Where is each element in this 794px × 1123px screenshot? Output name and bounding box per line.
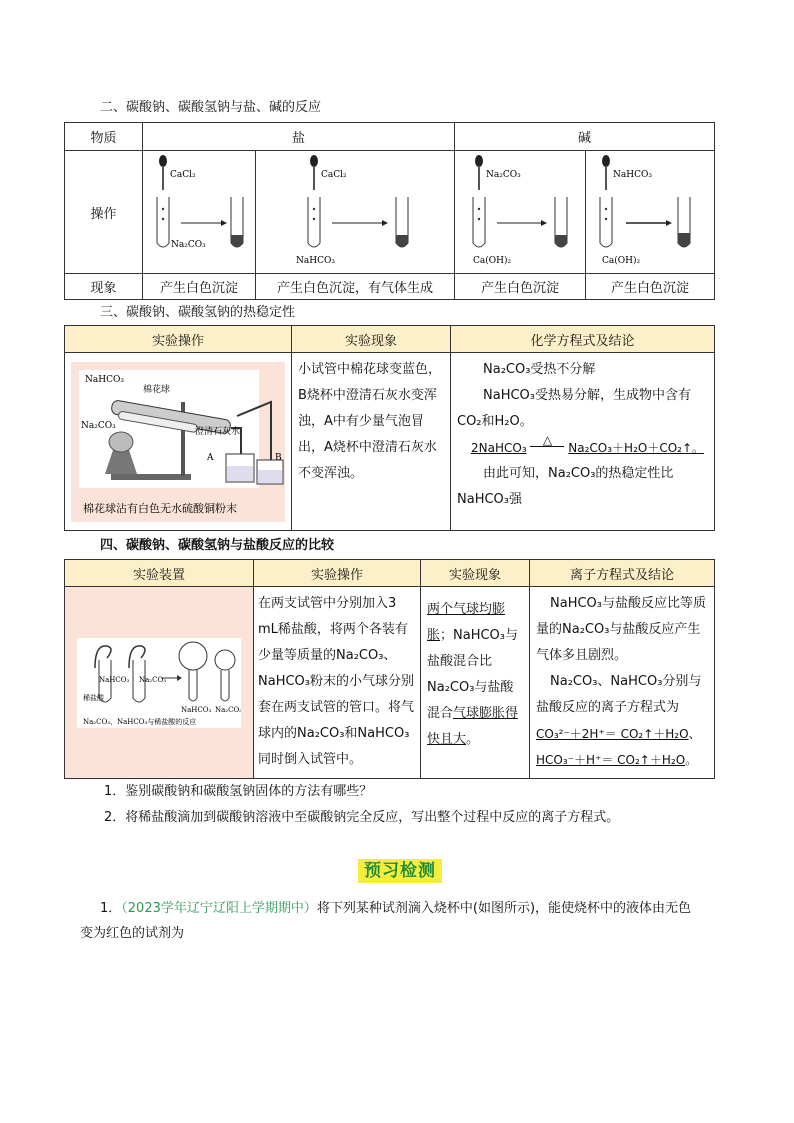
preview-badge [358,856,442,881]
dropper-icon [159,155,167,190]
header-phenomenon: 实验现象 [421,560,530,587]
dropper-label: NaHCO₃ [613,170,652,180]
hcl-conclusion-2: Na₂CO₃、NaHCO₃分别与盐酸反应的离子方程式为 [536,674,702,715]
ionic-equations-2 [536,747,708,773]
result-tube-icon [555,197,567,247]
dropper-tube-diagram [455,151,585,269]
dropper-tube-diagram [256,151,454,269]
label-a: A [207,452,214,463]
section3-heading: 三、碳酸钠、碳酸氢钠的热稳定性 [100,305,296,320]
ionic-equations [536,721,708,747]
equation [457,435,708,461]
header-phenomenon: 实验现象 [292,326,451,353]
header-apparatus: 实验装置 [65,560,254,587]
section2-heading: 二、碳酸钠、碳酸氢钠与盐、碱的反应 [100,100,322,115]
diagram-cell-3 [455,151,586,274]
diagram-cell-4 [586,151,715,274]
label-na2co3-2: Na₂CO₃ [215,705,241,714]
preview-q1-text-b: 变为红色的试剂为 [80,926,185,941]
question-1: 1．鉴别碳酸钠和碳酸氢钠固体的方法有哪些？ [104,784,373,799]
thermal-phenomenon: 小试管中棉花球变蓝色，B烧杯中澄清石灰水变浑浊，A中有少量气泡冒出，A烧杯中澄清石灰水不变浑浊。 [292,353,451,531]
phenomenon-underlined-1: 两个气球均膨胀 [427,602,506,643]
header-salt: 盐 [143,123,455,151]
hcl-conclusion [530,587,715,779]
preview-q1-source: （2023学年辽宁辽阳上学期期中） [121,901,317,916]
phenomenon-2: 产生白色沉淀，有气体生成 [256,274,455,300]
diagram-cell-1 [143,151,256,274]
ionic-equation-separator: 、 [688,727,701,741]
row-label-phenomenon: 现象 [65,274,143,300]
inflated-balloon-icon [179,642,235,701]
test-tube-icon [473,197,485,247]
tube-label: NaHCO₃ [296,256,335,266]
header-conclusion: 化学方程式及结论 [451,326,715,353]
apparatus-cell [65,353,292,531]
test-tube-icon [600,197,612,247]
label-b: B [275,452,282,463]
dropper-icon [475,155,483,190]
phenomenon-underlined-2: 气球膨胀得快且大 [427,706,519,747]
header-base: 碱 [455,123,715,151]
label-nahco3: NaHCO₃ [85,374,124,385]
phenomenon-middle: ；NaHCO₃与盐酸混合比Na₂CO₃与盐酸混合 [427,628,519,721]
label-na2co3: Na₂CO₃ [139,675,167,684]
heating-apparatus-diagram [71,362,285,522]
preview-q1-text-a: 将下列某种试剂滴入烧杯中(如图所示)，能使烧杯中的液体由无色 [316,901,692,916]
tube-label: Na₂CO₃ [171,240,206,250]
dropper-label: Na₂CO₃ [486,170,521,180]
figure-caption: Na₂CO₃、NaHCO₃与稀盐酸的反应 [83,717,197,726]
figure-caption: 棉花球沾有白色无水硫酸铜粉末 [83,501,237,515]
dropper-tube-diagram [586,151,714,269]
header-operation: 实验操作 [254,560,421,587]
label-hcl: 稀盐酸 [83,693,104,702]
dropper-icon [310,155,318,190]
phenomenon-1: 产生白色沉淀 [143,274,256,300]
dropper-label: CaCl₂ [170,170,196,180]
ionic-equation-2: HCO₃⁻＋H⁺＝ CO₂↑＋H₂O [536,753,686,767]
result-tube-icon [678,197,690,247]
test-tube-icon [308,197,320,247]
equation-left: 2NaHCO₃ [471,441,527,455]
question-2: 2．将稀盐酸滴加到碳酸钠溶液中至碳酸钠完全反应，写出整个过程中反应的离子方程式。 [104,810,620,825]
balloon-apparatus-diagram [77,638,241,728]
dropper-tube-diagram [143,151,255,269]
equation-right: Na₂CO₃＋H₂O＋CO₂↑。 [568,441,705,455]
preview-question-1 [100,896,720,922]
dropper-icon [602,155,610,190]
label-na2co3: Na₂CO₃ [81,420,116,431]
label-cotton: 棉花球 [143,384,171,395]
header-substance: 物质 [65,123,143,151]
test-tube-icon [157,197,169,247]
ionic-equation-end: 。 [685,753,698,767]
dropper-label: CaCl₂ [321,170,347,180]
salt-base-table [64,122,715,300]
ionic-equation-1: CO₃²⁻＋2H⁺＝ CO₂↑＋H₂O [536,727,689,741]
label-limewater: 澄清石灰水 [195,426,241,437]
label-nahco3: NaHCO₃ [99,675,130,684]
tube-label: Ca(OH)₂ [602,256,641,266]
hcl-phenomenon [421,587,530,779]
balloon-apparatus-cell [65,587,254,779]
conclusion-line-2: NaHCO₃受热易分解，生成物中含有CO₂和H₂O。 [457,388,691,429]
conclusion-line-1: Na₂CO₃受热不分解 [483,362,596,377]
conclusion-line-3: 由此可知，Na₂CO₃的热稳定性比NaHCO₃强 [457,466,674,507]
phenomenon-3: 产生白色沉淀 [455,274,586,300]
preview-q1-number: 1． [100,901,122,916]
thermal-conclusion [451,353,715,531]
tube-label: Ca(OH)₂ [473,256,512,266]
balloon-apparatus-figure [77,638,241,728]
hcl-conclusion-1: NaHCO₃与盐酸反应比等质量的Na₂CO₃与盐酸反应产生气体多且剧烈。 [536,596,706,663]
label-nahco3-2: NaHCO₃ [181,705,212,714]
hcl-comparison-table [64,559,715,779]
header-ionic-equation: 离子方程式及结论 [530,560,715,587]
thermal-stability-table [64,325,715,531]
phenomenon-4: 产生白色沉淀 [586,274,715,300]
result-tube-icon [231,197,243,247]
hcl-operation: 在两支试管中分别加入3 mL稀盐酸，将两个各装有少量等质量的Na₂CO₃、NaHCO₃粉末的小气球分别套在两支试管的管口。将气球内的Na₂CO₃和NaHCO₃同时倒入试管中。 [254,587,421,779]
preview-badge-text: 预习检测 [358,859,442,883]
header-operation: 实验操作 [65,326,292,353]
equation-condition: △ [530,434,564,447]
result-tube-icon [396,197,408,247]
diagram-cell-2 [256,151,455,274]
heating-apparatus-figure [71,362,285,522]
row-label-operation: 操作 [65,151,143,274]
section4-heading: 四、碳酸钠、碳酸氢钠与盐酸反应的比较 [100,538,335,553]
phenomenon-end: 。 [466,732,480,747]
